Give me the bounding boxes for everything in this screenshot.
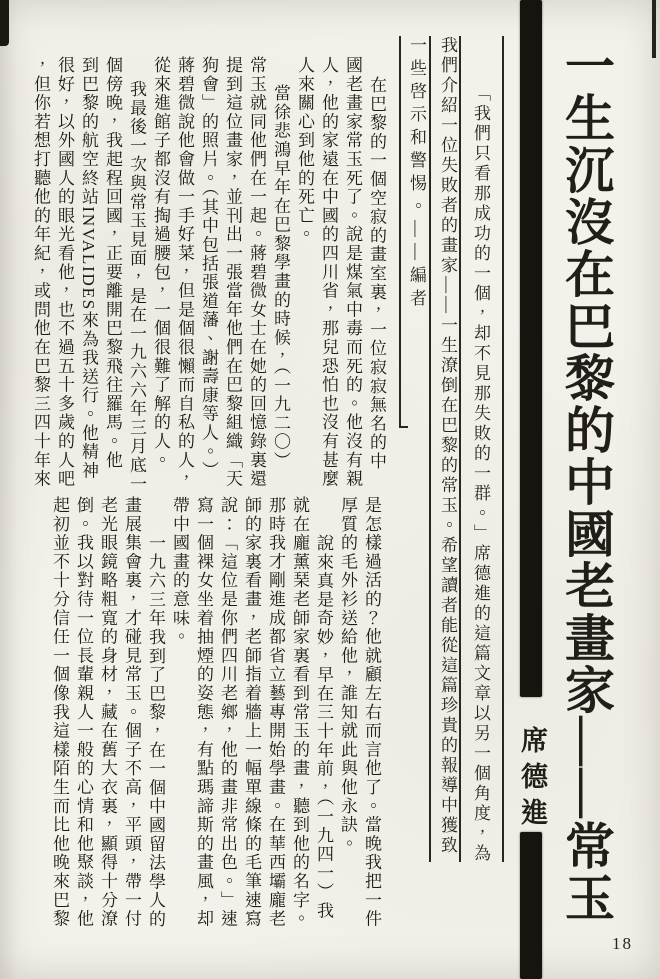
body-column: 到巴黎的航空終站INVALIDES來為我送行。他精神 <box>79 56 98 481</box>
body-column: 就在龐薰琹老師家裏看到常玉的畫，聽到他的名字。 <box>290 496 309 929</box>
body-column: 人，他的家遠在中國的四川省，那兒恐怕也沒有甚麼 <box>319 56 338 489</box>
body-column: 倒。我以對待一位長輩親人一般的心情和他聚談，他 <box>74 496 93 929</box>
body-column: 提到這位畫家，並刊出一張當年他們在巴黎組織「天 <box>223 56 242 489</box>
page-title: 一生沉沒在巴黎的中國老畫家——常玉 <box>558 40 614 924</box>
body-column: 是怎樣過活的？他就顧左右而言他了。當晚我把一件 <box>362 496 381 929</box>
body-column: 老光眼鏡略粗寬的身材，藏在舊大衣裏，顯得十分潦 <box>98 496 117 929</box>
body-column: 畫展集會裏，才碰見常玉。個子不高，平頭，帶一付 <box>122 496 141 929</box>
editor-note-column: 一些啓示和警惕。——編者 <box>407 36 426 312</box>
editor-note-column: 「我們只看那成功的一個，却不見那失敗的一群。」席德進的這篇文章以另一個角度，為 <box>471 84 490 864</box>
body-column: ，但你若想打聽他的年紀，或問他在巴黎三四十年來 <box>31 56 50 489</box>
body-column: 帶中國畫的意味。 <box>170 496 189 647</box>
body-column: 師的家裏看畫，老師指着牆上一幅單線條的毛筆速寫 <box>242 496 261 929</box>
body-column: 我最後一次與常玉見面，是在一九六六年三月底一 <box>127 80 146 494</box>
body-column: 國老畫家常玉死了。說是煤氣中毒而死的。他沒有親 <box>343 56 362 489</box>
body-column: 厚質的毛外衫送給他，誰知就此與他永訣。 <box>338 496 357 854</box>
author-name: 席德進 <box>517 726 547 834</box>
body-column: 蔣碧微說他會做一手好菜，但是個很懶而自私的人， <box>175 56 194 489</box>
body-column: 狗會」的照片。（其中包括張道藩、謝壽康等人。） <box>199 56 218 480</box>
body-column: 常玉就同他們在一起。蔣碧微女士在她的回憶錄裏還 <box>247 56 266 489</box>
body-column: 很好，以外國人的眼光看他，也不過五十多歲的人吧 <box>55 56 74 489</box>
body-column: 個傍晚，我起程回國，正要離開巴黎飛往羅馬。他 <box>103 56 122 470</box>
body-column: 說：「這位是你們四川老鄉，他的畫非常出色。」速 <box>218 496 237 929</box>
editor-note-column: 我們介紹一位失敗者的畫家——一生潦倒在巴黎的常玉。希望讀者能從這篇珍貴的報導中獲致 <box>438 36 457 856</box>
page-number: 18 <box>612 934 633 953</box>
body-column: 從來進館子都沒有掏過腰包，一個很難了解的人。 <box>151 56 170 470</box>
body-column: 那時我才剛進成都省立藝專開始學畫。在華西壩龐老 <box>266 496 285 929</box>
body-column: 當徐悲鴻早年在巴黎學畫的時候，（一九二〇） <box>271 84 290 471</box>
body-column: 一九六三年我到了巴黎，在一個中國留法學人的 <box>146 534 165 929</box>
body-column: 寫一個裸女坐着抽煙的姿態，有點瑪諦斯的畫風，却 <box>194 496 213 929</box>
body-column: 人來關心到他的死亡。 <box>295 56 314 244</box>
body-column: 說來真是奇妙，早在三十年前，（一九四一）我 <box>314 534 333 921</box>
body-column: 起初並不十分信任一個像我這樣陌生而比他晚來巴黎 <box>50 496 69 929</box>
body-column: 在巴黎的一個空寂的畫室裏，一位寂寂無名的中 <box>367 76 386 471</box>
